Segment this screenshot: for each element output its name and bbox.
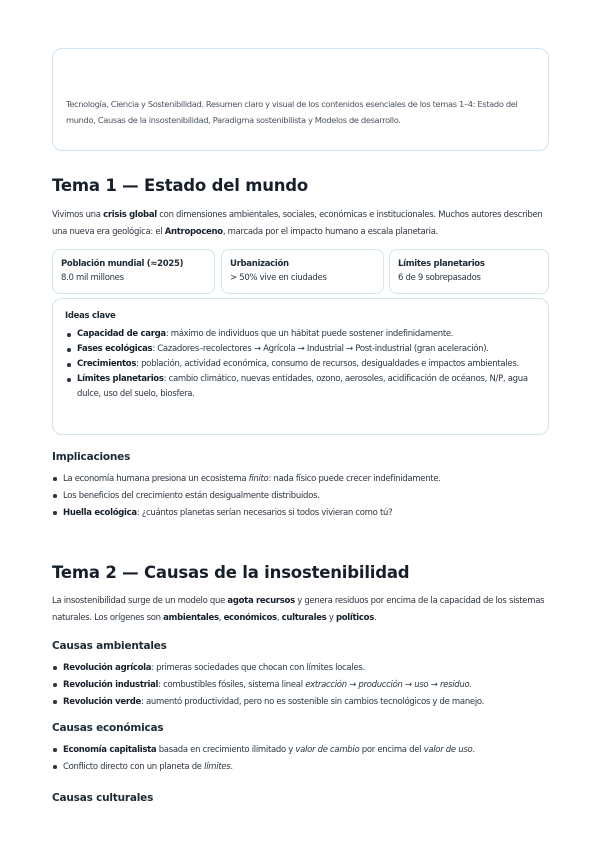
implicaciones-list [52, 471, 549, 522]
implicaciones-title: Implicaciones [52, 451, 131, 463]
causas-economicas-title: Causas económicas [52, 722, 164, 734]
stat-label: Urbanización [230, 259, 289, 269]
tema1-intro-paragraph: Vivimos una crisis global con dimensiones ambientales, sociales, económicas e institucionales. Muchos autores describen una nueva era geológica: el Antropoceno, marcada por el impacto humano a escala planetaria. [52, 210, 543, 237]
intro-card [52, 48, 549, 151]
stat-card-poblacion [52, 249, 215, 294]
stat-card-limites [389, 249, 549, 294]
list-item: Revolución verde: aumentó productividad, pero no es sostenible sin cambios tecnológicos y de manejo. [52, 694, 549, 711]
causas-ambientales-list [52, 660, 549, 711]
stat-label: Límites planetarios [398, 259, 485, 269]
list-item: Revolución industrial: combustibles fósiles, sistema lineal extracción → producción → uso → residuo. [52, 677, 549, 694]
stat-value: 6 de 9 sobrepasados [398, 273, 481, 283]
stat-label: Población mundial (≈2025) [61, 259, 184, 269]
list-item: Crecimientos: población, actividad económica, consumo de recursos, desigualdades e impactos ambientales. [65, 357, 536, 372]
tema2-intro-paragraph: La insostenibilidad surge de un modelo que agota recursos y genera residuos por encima de la capacidad de los sistemas naturales. Los orígenes son ambientales, económicos, culturales y políticos. [52, 596, 545, 623]
list-item: Conflicto directo con un planeta de límites. [52, 759, 549, 776]
list-item: Límites planetarios: cambio climático, nuevas entidades, ozono, aerosoles, acidificación de océanos, N/P, agua dulce, uso del suelo, biosfera. [65, 372, 536, 402]
ideas-clave-card [52, 298, 549, 435]
list-item: La economía humana presiona un ecosistema finito: nada físico puede crecer indefinidamente. [52, 471, 549, 488]
stat-value: 8.0 mil millones [61, 273, 124, 283]
list-item: Revolución agrícola: primeras sociedades que chocan con límites locales. [52, 660, 549, 677]
list-item: Economía capitalista basada en crecimiento ilimitado y valor de cambio por encima del valor de uso. [52, 742, 549, 759]
stat-value: > 50% vive en ciudades [230, 273, 327, 283]
ideas-clave-list [65, 327, 536, 402]
intro-text: Tecnología, Ciencia y Sostenibilidad. Resumen claro y visual de los contenidos esenciales de los temas 1–4: Estado del mundo, Causas de la insostenibilidad, Paradigma sostenibilista y Modelos de desarrollo. [66, 99, 518, 125]
tema1-title: Tema 1 — Estado del mundo [52, 176, 309, 195]
causas-economicas-list [52, 742, 549, 776]
causas-culturales-title: Causas culturales [52, 792, 154, 804]
stat-card-urbanizacion [221, 249, 384, 294]
list-item: Los beneficios del crecimiento están desigualmente distribuidos. [52, 488, 549, 505]
ideas-clave-title: Ideas clave [65, 311, 116, 321]
causas-ambientales-title: Causas ambientales [52, 640, 167, 652]
list-item: Fases ecológicas: Cazadores–recolectores → Agrícola → Industrial → Post-industrial (gran aceleración). [65, 342, 536, 357]
list-item: Capacidad de carga: máximo de individuos que un hábitat puede sostener indefinidamente. [65, 327, 536, 342]
tema2-title: Tema 2 — Causas de la insostenibilidad [52, 563, 410, 582]
list-item: Huella ecológica: ¿cuántos planetas serían necesarios si todos vivieran como tú? [52, 505, 549, 522]
